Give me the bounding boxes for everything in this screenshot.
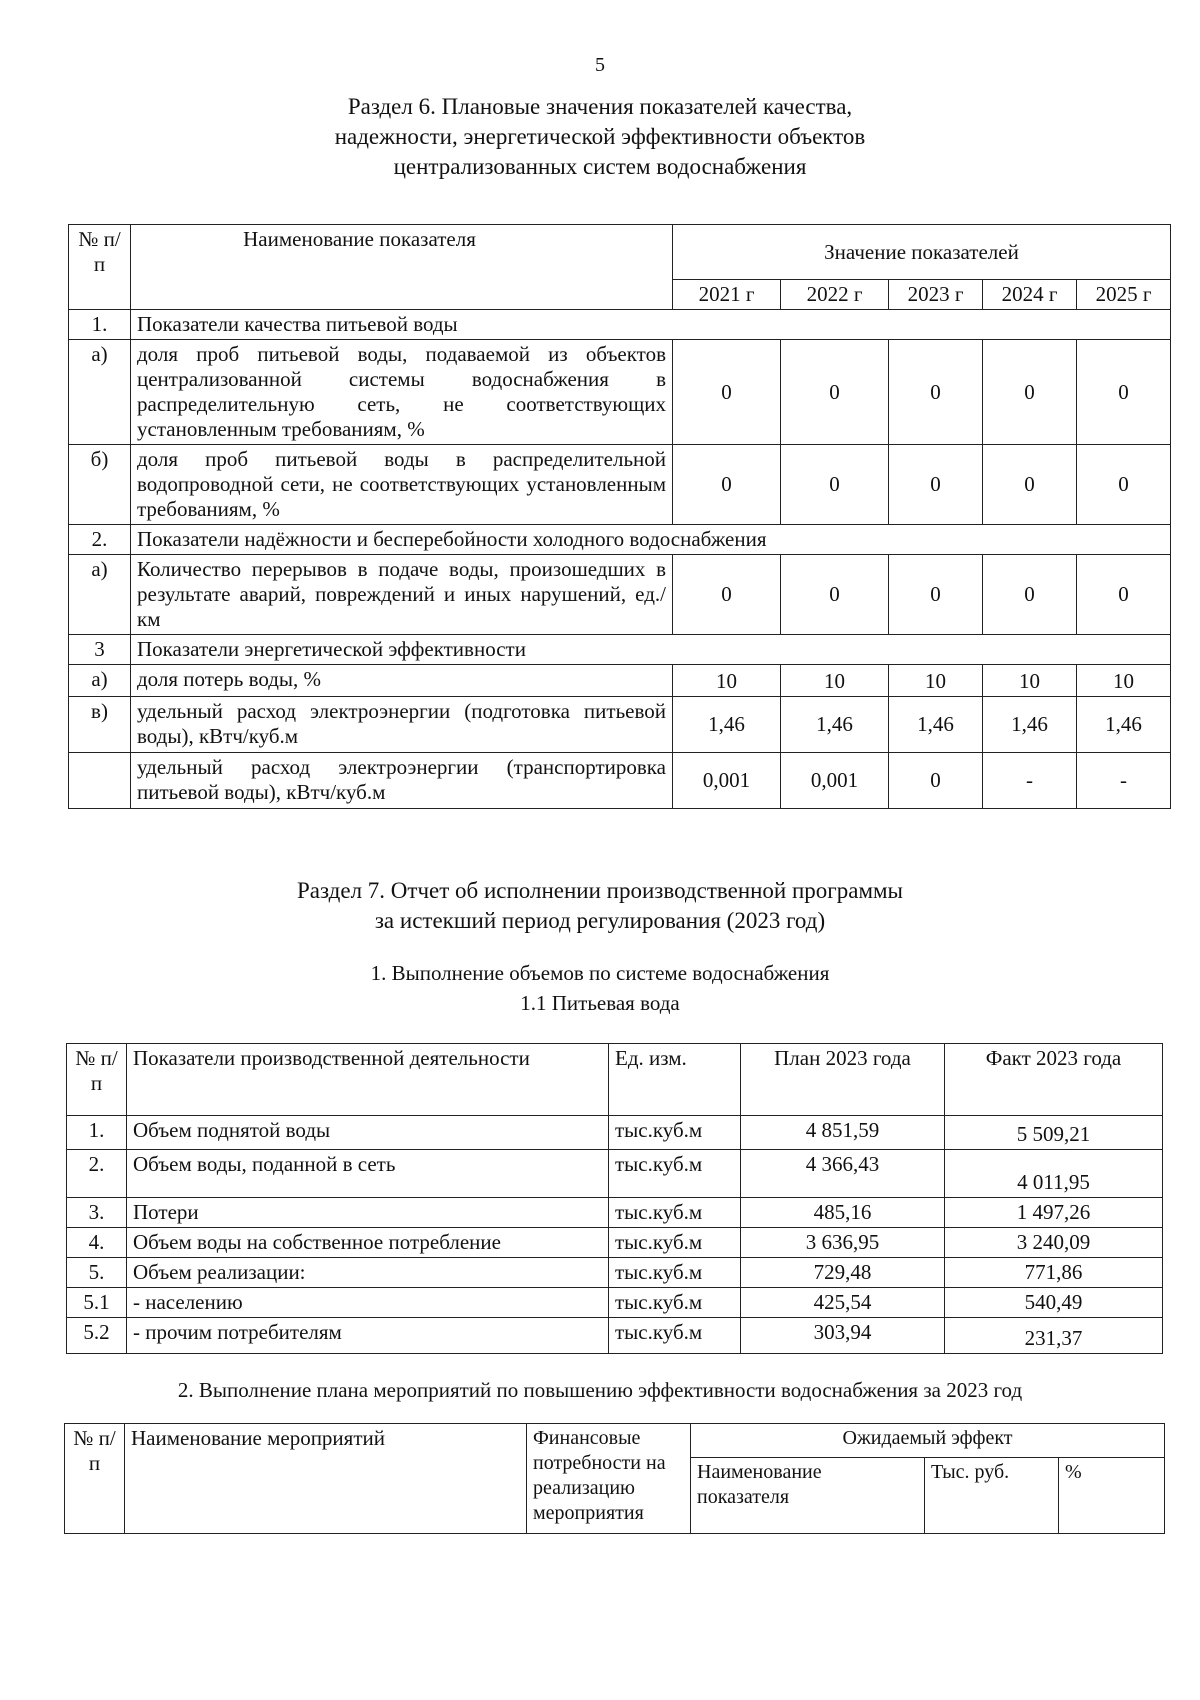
row-plan: 4 851,59 xyxy=(741,1116,945,1150)
section7-title-line: Раздел 7. Отчет об исполнении производственной программы xyxy=(296,878,904,903)
row-indicator: - населению xyxy=(127,1288,609,1318)
year-2025: 2025 г xyxy=(1077,280,1171,310)
section7-title xyxy=(0,876,1200,936)
value-cell: 0 xyxy=(889,340,983,445)
row-num: 5.2 xyxy=(67,1318,127,1354)
row-indicator: Объем поднятой воды xyxy=(127,1116,609,1150)
value-cell: 0,001 xyxy=(781,753,889,809)
group-num: 2. xyxy=(69,525,131,555)
row-name: Количество перерывов в подаче воды, произошедших в результате аварий, повреждений и иных нарушений, ед./км xyxy=(131,555,673,635)
header-num: № п/п xyxy=(67,1044,127,1116)
group-row xyxy=(69,525,1171,555)
table-row xyxy=(67,1198,1163,1228)
value-cell: 0,001 xyxy=(673,753,781,809)
indicator-row xyxy=(69,555,1171,635)
page-number: 5 xyxy=(595,54,605,76)
row-unit: тыс.куб.м xyxy=(609,1228,741,1258)
section7-subtitle-line: 1. Выполнение объемов по системе водоснабжения xyxy=(370,961,830,985)
value-cell: 0 xyxy=(983,340,1077,445)
row-plan: 485,16 xyxy=(741,1198,945,1228)
row-plan: 425,54 xyxy=(741,1288,945,1318)
group-row xyxy=(69,310,1171,340)
measures-header-row xyxy=(65,1424,1165,1458)
header-effect: Ожидаемый эффект xyxy=(691,1424,1165,1458)
header-num: № п/п xyxy=(65,1424,125,1534)
value-cell: 0 xyxy=(889,445,983,525)
row-unit: тыс.куб.м xyxy=(609,1318,741,1354)
value-cell: 0 xyxy=(781,445,889,525)
row-fact: 1 497,26 xyxy=(945,1198,1163,1228)
value-cell: 1,46 xyxy=(781,697,889,753)
group-title: Показатели качества питьевой воды xyxy=(131,310,1171,340)
row-plan: 3 636,95 xyxy=(741,1228,945,1258)
row-fact: 5 509,21 xyxy=(945,1116,1163,1150)
row-num: 5. xyxy=(67,1258,127,1288)
row-indicator: Объем реализации: xyxy=(127,1258,609,1288)
section6-title xyxy=(0,92,1200,182)
group-num: 1. xyxy=(69,310,131,340)
section6-header-row xyxy=(69,225,1171,280)
row-num: 3. xyxy=(67,1198,127,1228)
row-plan: 4 366,43 xyxy=(741,1150,945,1198)
header-unit: Ед. изм. xyxy=(609,1044,741,1116)
section7-title-line: за истекший период регулирования (2023 год) xyxy=(374,908,826,933)
value-cell: 0 xyxy=(889,753,983,809)
value-cell: - xyxy=(983,753,1077,809)
section6-title-line: централизованных систем водоснабжения xyxy=(393,154,807,179)
row-indicator: Потери xyxy=(127,1198,609,1228)
row-num xyxy=(69,753,131,809)
header-thousand-rub: Тыс. руб. xyxy=(925,1458,1059,1534)
row-num: 4. xyxy=(67,1228,127,1258)
value-cell: 1,46 xyxy=(673,697,781,753)
row-num: 1. xyxy=(67,1116,127,1150)
value-cell: 1,46 xyxy=(1077,697,1171,753)
header-finance: Финансовые потребности на реализацию мероприятия xyxy=(527,1424,691,1534)
row-num: 5.1 xyxy=(67,1288,127,1318)
row-fact: 4 011,95 xyxy=(945,1150,1163,1198)
header-values: Значение показателей xyxy=(673,225,1171,280)
table-row xyxy=(67,1258,1163,1288)
value-cell: 0 xyxy=(983,445,1077,525)
row-plan: 303,94 xyxy=(741,1318,945,1354)
row-fact: 540,49 xyxy=(945,1288,1163,1318)
year-2023: 2023 г xyxy=(889,280,983,310)
section6-title-line: надежности, энергетической эффективности объектов xyxy=(334,124,866,149)
value-cell: 0 xyxy=(673,445,781,525)
row-name: доля проб питьевой воды в распределительной водопроводной сети, не соответствующих установленным требованиям, % xyxy=(131,445,673,525)
value-cell: 0 xyxy=(673,340,781,445)
year-2021: 2021 г xyxy=(673,280,781,310)
row-num: а) xyxy=(69,555,131,635)
row-unit: тыс.куб.м xyxy=(609,1258,741,1288)
group-num: 3 xyxy=(69,635,131,665)
value-cell: 10 xyxy=(781,665,889,697)
table-row xyxy=(67,1288,1163,1318)
indicator-row xyxy=(69,445,1171,525)
year-2024: 2024 г xyxy=(983,280,1077,310)
indicator-row xyxy=(69,753,1171,809)
row-indicator: - прочим потребителям xyxy=(127,1318,609,1354)
value-cell: 10 xyxy=(889,665,983,697)
table-row xyxy=(67,1318,1163,1354)
value-cell: 0 xyxy=(1077,555,1171,635)
table-row xyxy=(67,1150,1163,1198)
row-name: доля проб питьевой воды, подаваемой из объектов централизованной системы водоснабжения в распределительную сеть, не соответствующих установленным требованиям, % xyxy=(131,340,673,445)
volumes-table xyxy=(66,1043,1163,1354)
value-cell: 1,46 xyxy=(889,697,983,753)
header-fact: Факт 2023 года xyxy=(945,1044,1163,1116)
row-unit: тыс.куб.м xyxy=(609,1150,741,1198)
row-name: удельный расход электроэнергии (подготовка питьевой воды), кВтч/куб.м xyxy=(131,697,673,753)
row-num: б) xyxy=(69,445,131,525)
group-title: Показатели энергетической эффективности xyxy=(131,635,1171,665)
value-cell: 10 xyxy=(983,665,1077,697)
row-num: а) xyxy=(69,665,131,697)
year-2022: 2022 г xyxy=(781,280,889,310)
row-name: доля потерь воды, % xyxy=(131,665,673,697)
value-cell: 10 xyxy=(1077,665,1171,697)
header-percent: % xyxy=(1059,1458,1165,1534)
header-measures: Наименование мероприятий xyxy=(125,1424,527,1534)
value-cell: 1,46 xyxy=(983,697,1077,753)
table-row xyxy=(67,1116,1163,1150)
value-cell: 0 xyxy=(983,555,1077,635)
indicator-row xyxy=(69,340,1171,445)
volumes-header-row xyxy=(67,1044,1163,1116)
section7-subtitle xyxy=(0,958,1200,1018)
header-indicator: Показатели производственной деятельности xyxy=(127,1044,609,1116)
table-row xyxy=(67,1228,1163,1258)
section7-subtitle2: 2. Выполнение плана мероприятий по повышению эффективности водоснабжения за 2023 год xyxy=(177,1378,1023,1402)
row-name: удельный расход электроэнергии (транспортировка питьевой воды), кВтч/куб.м xyxy=(131,753,673,809)
row-fact: 231,37 xyxy=(945,1318,1163,1354)
value-cell: 0 xyxy=(673,555,781,635)
group-title: Показатели надёжности и бесперебойности холодного водоснабжения xyxy=(131,525,1171,555)
row-plan: 729,48 xyxy=(741,1258,945,1288)
value-cell: 0 xyxy=(1077,340,1171,445)
row-indicator: Объем воды, поданной в сеть xyxy=(127,1150,609,1198)
section6-table xyxy=(68,224,1171,809)
value-cell: 10 xyxy=(673,665,781,697)
section7-subtitle-line: 1.1 Питьевая вода xyxy=(520,991,680,1015)
row-unit: тыс.куб.м xyxy=(609,1116,741,1150)
header-plan: План 2023 года xyxy=(741,1044,945,1116)
header-effect-name: Наименование показателя xyxy=(691,1458,925,1534)
value-cell: - xyxy=(1077,753,1171,809)
value-cell: 0 xyxy=(781,555,889,635)
header-num: № п/п xyxy=(69,225,131,310)
value-cell: 0 xyxy=(889,555,983,635)
row-unit: тыс.куб.м xyxy=(609,1288,741,1318)
group-row xyxy=(69,635,1171,665)
value-cell: 0 xyxy=(781,340,889,445)
indicator-row xyxy=(69,697,1171,753)
value-cell: 0 xyxy=(1077,445,1171,525)
row-num: а) xyxy=(69,340,131,445)
row-indicator: Объем воды на собственное потребление xyxy=(127,1228,609,1258)
row-fact: 3 240,09 xyxy=(945,1228,1163,1258)
section6-title-line: Раздел 6. Плановые значения показателей качества, xyxy=(347,94,853,119)
measures-table xyxy=(64,1423,1165,1534)
row-fact: 771,86 xyxy=(945,1258,1163,1288)
header-name: Наименование показателя xyxy=(131,225,673,310)
row-num: в) xyxy=(69,697,131,753)
row-unit: тыс.куб.м xyxy=(609,1198,741,1228)
row-num: 2. xyxy=(67,1150,127,1198)
indicator-row xyxy=(69,665,1171,697)
